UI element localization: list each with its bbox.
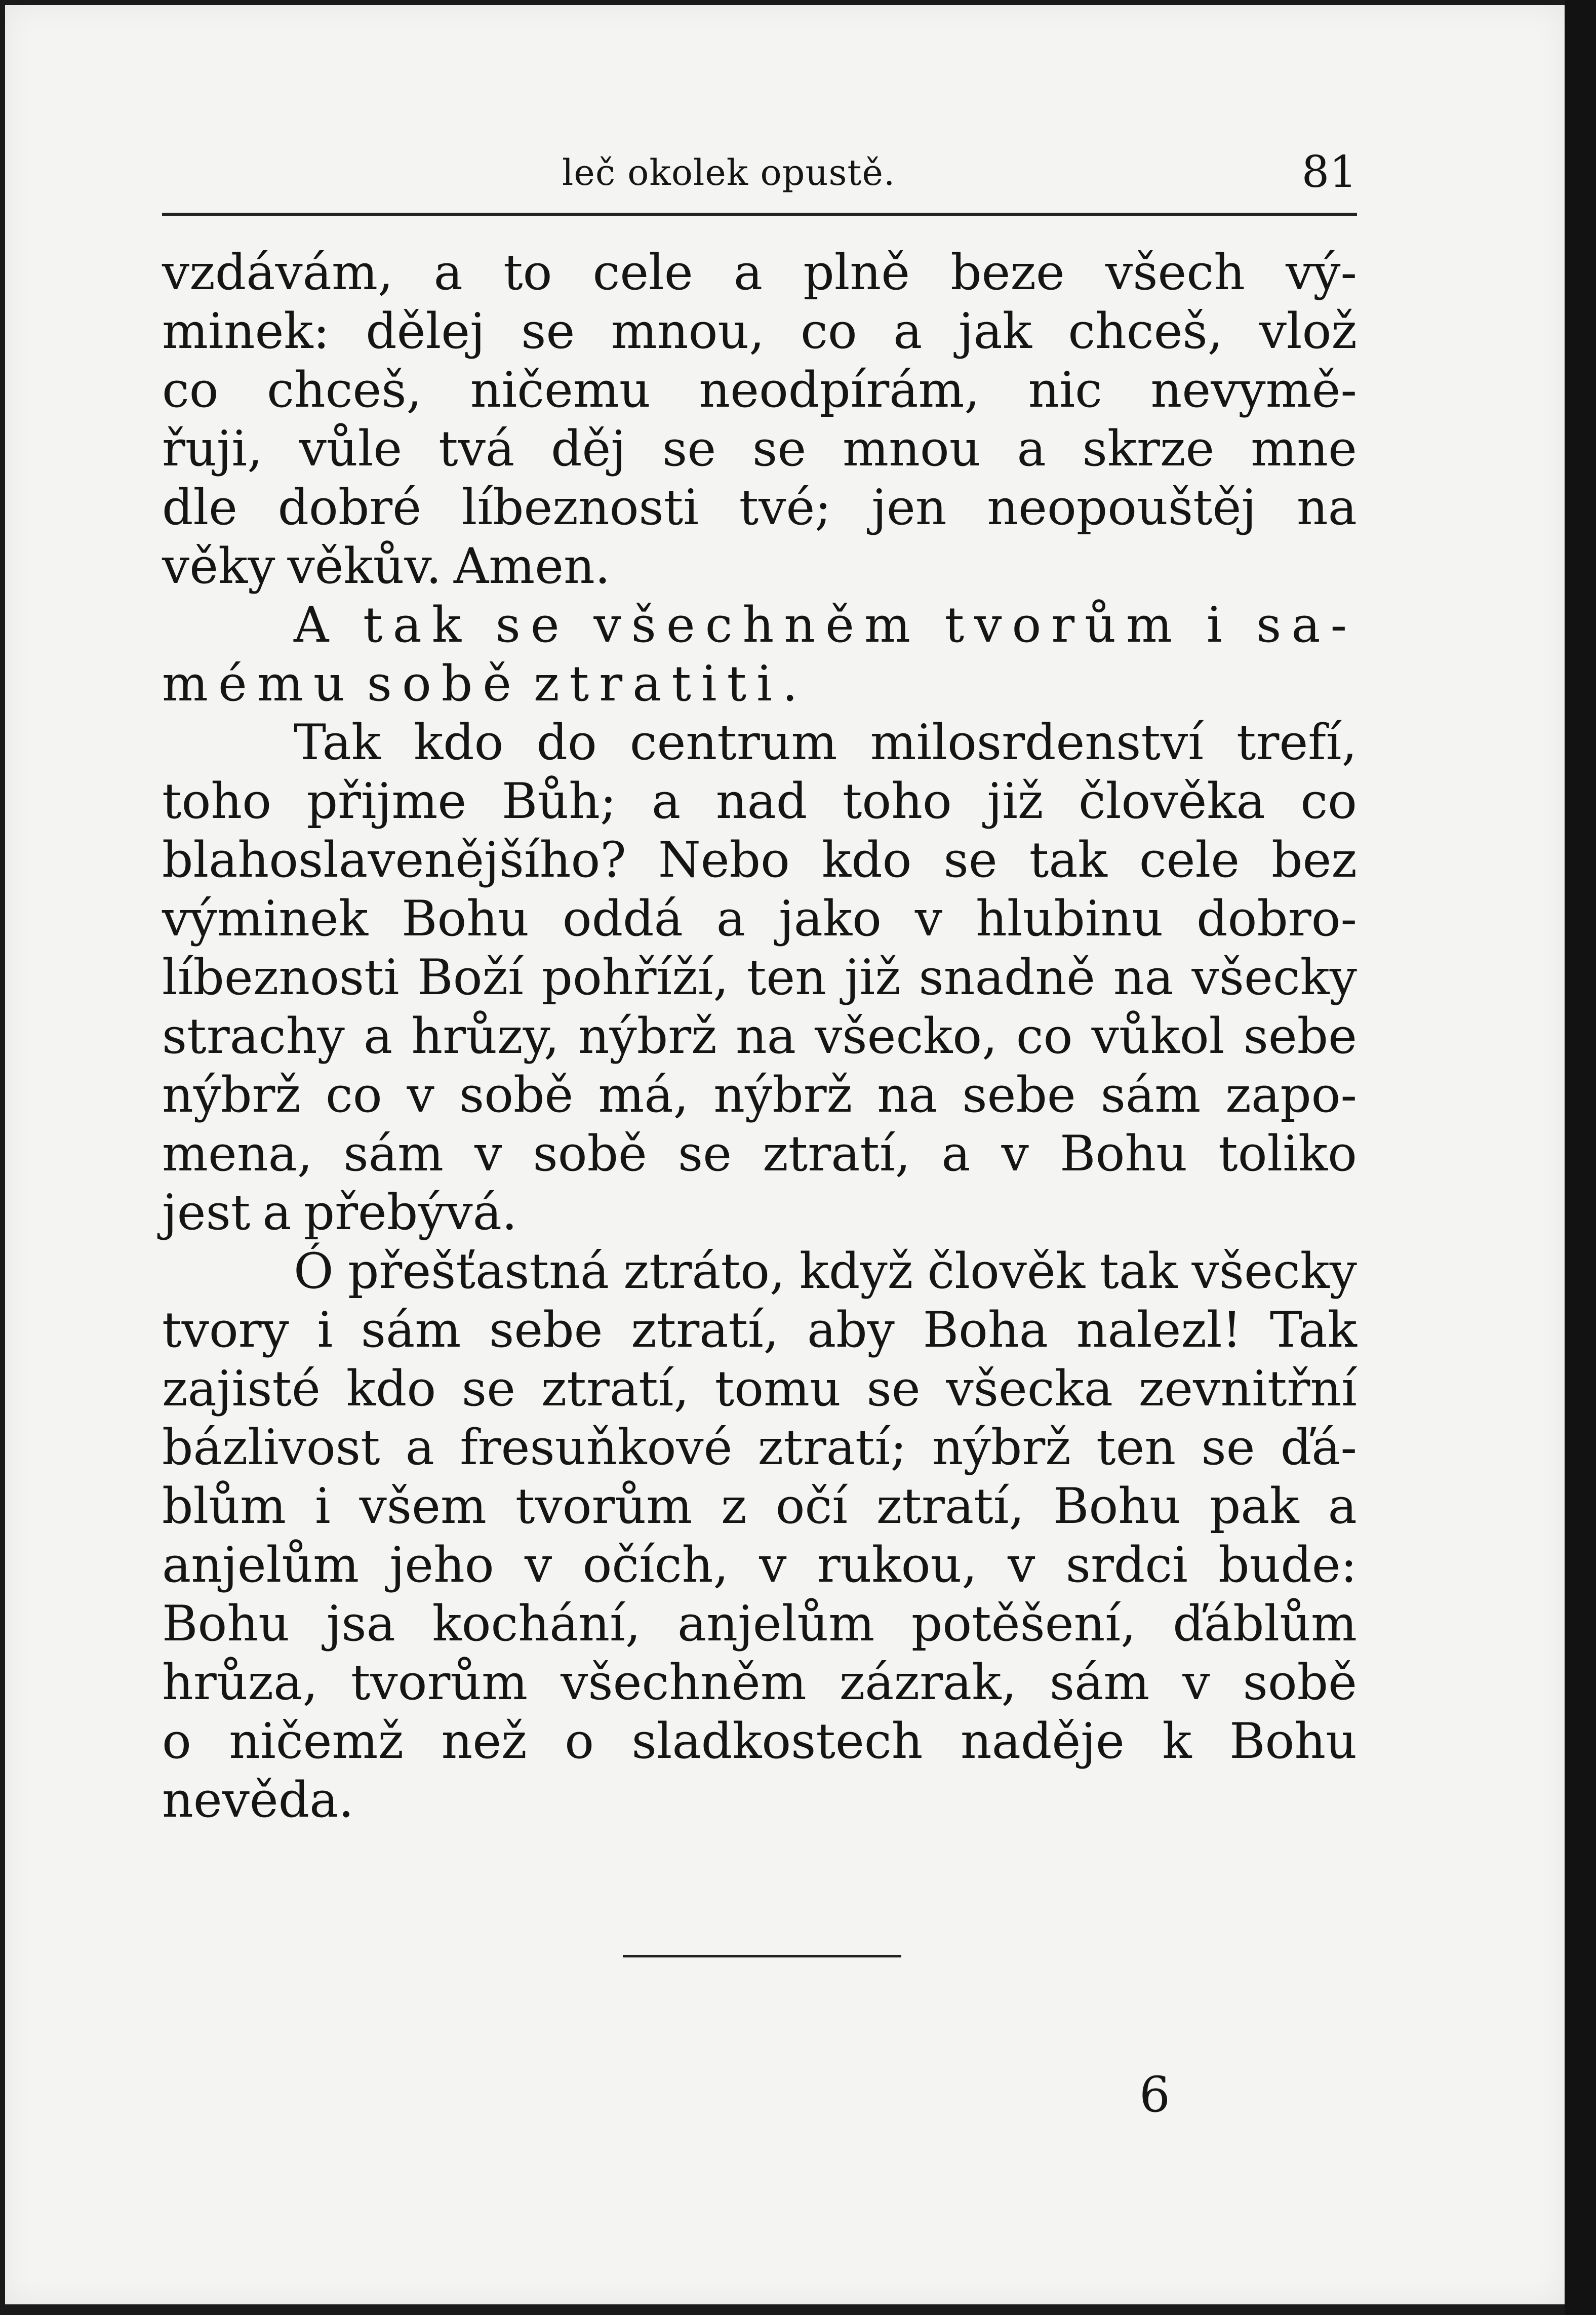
word: ztratí, [631,1302,779,1358]
word: co [162,362,219,418]
word: a [363,1008,393,1065]
word: plně [803,244,910,301]
word: ničemu [470,362,651,418]
word: v [914,890,943,947]
text-line [162,302,1357,361]
word: a [733,244,763,301]
paragraph-3 [162,1242,1357,1829]
text-line [162,1536,1357,1594]
word: rukou, [817,1537,977,1593]
word: sa- [1256,597,1357,653]
text-line [162,1301,1357,1359]
word: tvá [438,420,515,477]
word: co [326,1067,382,1123]
word: tvorům [350,1654,528,1711]
text-line [162,1007,1357,1066]
text-line [162,1594,1357,1653]
text-line [162,537,1357,596]
word: nevymě- [1150,362,1357,418]
text-line [162,478,1357,537]
word: Boží [417,949,524,1006]
word: chceš, [267,362,422,418]
word: nevěda. [162,1772,354,1828]
word: toho [162,773,271,830]
word: a [262,1184,292,1241]
word: strachy [162,1008,345,1065]
word: zajisté [162,1360,321,1417]
word: když [799,1243,913,1300]
word: jsa [326,1595,395,1652]
word: tvory [162,1302,289,1358]
word: ztráto, [623,1243,785,1300]
word: blahoslavenějšího? [162,832,626,888]
word: Nebo [658,832,790,888]
word: a [433,244,463,301]
text-line [162,1771,1357,1829]
word: všechněm [561,1654,807,1711]
word: nic [1028,362,1102,418]
word: ten [1096,1419,1176,1476]
word: všech [1105,244,1245,301]
word: pohříží, [541,949,729,1006]
word: a [651,773,681,830]
word: ztratí; [757,1419,907,1476]
word: mému [162,655,355,712]
word: se [752,420,807,477]
word: sám [361,1302,461,1358]
word: toliko [1218,1125,1357,1182]
word: sám [343,1125,444,1182]
word: tvorům [944,597,1183,653]
word: anjelům [162,1537,360,1593]
running-head: leč okolek opustě. [562,152,896,193]
text-line [162,1418,1357,1477]
word: člověk [927,1243,1085,1300]
paragraph-1 [162,243,1357,596]
word: o [162,1713,191,1770]
word: přešťastná [347,1243,610,1300]
word: naděje [960,1713,1125,1770]
word: v [474,1125,502,1182]
word: bez [1271,832,1357,888]
word: na [1296,479,1357,536]
text-line [162,1183,1357,1242]
word: co [1016,1008,1073,1065]
word: všecko, [815,1008,998,1065]
word: tak [1099,1243,1178,1300]
word: vzdávám, [162,244,393,301]
heading-line [162,596,1357,654]
word: pak [1209,1478,1299,1535]
word: dle [162,479,237,536]
word: nýbrž [578,1008,717,1065]
text-line [162,1066,1357,1124]
word: neopouštěj [987,479,1257,536]
word: jeho [389,1537,494,1593]
word: a [716,890,745,947]
word: ztratí, [876,1478,1024,1535]
word: beze [950,244,1065,301]
word: sebe [1243,1008,1357,1065]
end-rule [623,1955,901,1957]
word: jak [958,303,1032,360]
word: sobě [533,1125,647,1182]
text-line [162,889,1357,948]
word: všem [359,1478,487,1535]
word: vlož [1259,303,1357,360]
word: Bohu [1053,1478,1181,1535]
word: bázlivost [162,1419,380,1476]
word: vůle [299,420,403,477]
word: má, [598,1067,689,1123]
text-line [162,361,1357,419]
text-line [162,1242,1357,1301]
word: cele [1139,832,1240,888]
word: všecky [1191,949,1357,1006]
word: bude: [1218,1537,1357,1593]
word: se [495,597,570,653]
word: na [877,1067,938,1123]
word: blům [162,1478,287,1535]
word: kochání, [432,1595,641,1652]
word: se [866,1360,921,1417]
word: dělej [366,303,485,360]
word: ďá- [1280,1419,1357,1476]
word: člověka [1079,773,1265,830]
word: řuji, [162,420,263,477]
word: i [1206,597,1232,653]
text-line [162,419,1357,478]
word: milosrdenství [870,714,1204,771]
word: ničemž [229,1713,404,1770]
word: a [1017,420,1046,477]
word: Bohu [401,890,529,947]
word: kdo [414,714,504,771]
word: sobě [459,1067,574,1123]
word: již [844,949,901,1006]
word: centrum [629,714,837,771]
paragraph-2 [162,713,1357,1242]
word: jen [871,479,947,536]
word: Tak [1269,1302,1357,1358]
word: Amen. [453,538,611,595]
word: dobro- [1196,890,1357,947]
page-number: 81 [1301,147,1357,198]
word: potěšení, [911,1595,1136,1652]
word: výminek [162,890,369,947]
text-line [162,1124,1357,1183]
word: co [801,303,857,360]
word: děj [551,420,626,477]
word: toho [842,773,952,830]
word: ztratí, [763,1125,911,1182]
word: minek: [162,303,330,360]
word: Boha [923,1302,1049,1358]
word: snadně [919,949,1095,1006]
scan-edge [1565,0,1596,2315]
word: cele [592,244,693,301]
word: líbeznosti [162,949,400,1006]
word: přebývá. [303,1184,517,1241]
word: se [943,832,998,888]
word: mnou, [611,303,765,360]
word: i [314,1478,331,1535]
word: mnou [843,420,981,477]
text-line [162,948,1357,1007]
word: a [1328,1478,1357,1535]
word: očích, [582,1537,729,1593]
word: na [735,1008,796,1065]
word: zevnitřní [1138,1360,1357,1417]
word: o [565,1713,594,1770]
word: sám [1100,1067,1201,1123]
word: skrze [1082,420,1215,477]
word: věky [162,538,275,595]
word: v [407,1067,434,1123]
word: trefí, [1236,714,1357,771]
word: A [294,597,339,653]
word: jest [162,1184,251,1241]
word: nýbrž [162,1067,301,1123]
word: oddá [562,890,683,947]
word: hrůza, [162,1654,318,1711]
word: mena, [162,1125,313,1182]
word: do [536,714,597,771]
word: z [721,1478,747,1535]
text-line [162,1359,1357,1418]
word: se [521,303,575,360]
word: tvé; [739,479,831,536]
word: sám [1049,1654,1150,1711]
word: v [759,1537,787,1593]
word: aby [807,1302,895,1358]
word: sobě [367,655,522,712]
body-text [162,243,1357,1829]
word: ztratiti. [534,655,808,712]
word: co [1300,773,1357,830]
word: na [1113,949,1174,1006]
word: v [1001,1125,1029,1182]
section-heading [162,596,1357,713]
word: zázrak, [839,1654,1017,1711]
word: v [1008,1537,1035,1593]
word: všechněm [593,597,921,653]
word: sebe [962,1067,1076,1123]
word: anjelům [677,1595,875,1652]
signature-mark: 6 [1139,2066,1171,2123]
word: sobě [1243,1654,1357,1711]
word: se [461,1360,515,1417]
word: všecky [1191,1243,1357,1300]
word: Bohu [1060,1125,1188,1182]
word: tvorům [515,1478,693,1535]
text-line [162,831,1357,889]
word: kdo [822,832,912,888]
text-line [162,243,1357,302]
word: v [525,1537,552,1593]
text-line [162,1653,1357,1712]
word: se [677,1125,732,1182]
word: ztratí, [541,1360,689,1417]
text-line [162,772,1357,831]
text-line [162,713,1357,772]
word: než [441,1713,527,1770]
word: nad [715,773,808,830]
word: vůkol [1091,1008,1225,1065]
word: se [1201,1419,1255,1476]
word: i [317,1302,333,1358]
word: nýbrž [932,1419,1071,1476]
word: fresuňkové [460,1419,733,1476]
word: srdci [1065,1537,1188,1593]
text-line [162,1477,1357,1536]
word: tak [1029,832,1107,888]
word: všecka [946,1360,1113,1417]
word: líbeznosti [461,479,699,536]
word: mne [1251,420,1357,477]
heading-line [162,654,1357,713]
word: nýbrž [713,1067,853,1123]
header-rule [162,213,1357,216]
page-header [162,127,1357,203]
word: Bohu [162,1595,290,1652]
word: v [1182,1654,1210,1711]
word: věkův. [287,538,442,595]
text-line [162,1712,1357,1771]
word: k [1162,1713,1192,1770]
word: nalezl! [1076,1302,1242,1358]
word: sebe [489,1302,603,1358]
word: Bohu [1229,1713,1357,1770]
word: kdo [346,1360,436,1417]
word: sladkostech [631,1713,923,1770]
word: ten [746,949,826,1006]
word: tomu [714,1360,841,1417]
word: hrůzy, [411,1008,560,1065]
word: Ó [294,1243,334,1300]
word: jako [778,890,882,947]
word: vý- [1286,244,1357,301]
word: Tak [294,714,381,771]
word: tak [363,597,471,653]
word: zapo- [1225,1067,1357,1123]
word: dobré [277,479,421,536]
word: chceš, [1068,303,1223,360]
word: Bůh; [501,773,617,830]
word: a [893,303,923,360]
word: očí [775,1478,848,1535]
word: hlubinu [976,890,1164,947]
word: již [987,773,1044,830]
word: a [405,1419,435,1476]
word: přijme [306,773,467,830]
word: se [662,420,716,477]
word: to [503,244,552,301]
word: a [941,1125,971,1182]
word: neodpírám, [699,362,980,418]
word: ďáblům [1173,1595,1357,1652]
